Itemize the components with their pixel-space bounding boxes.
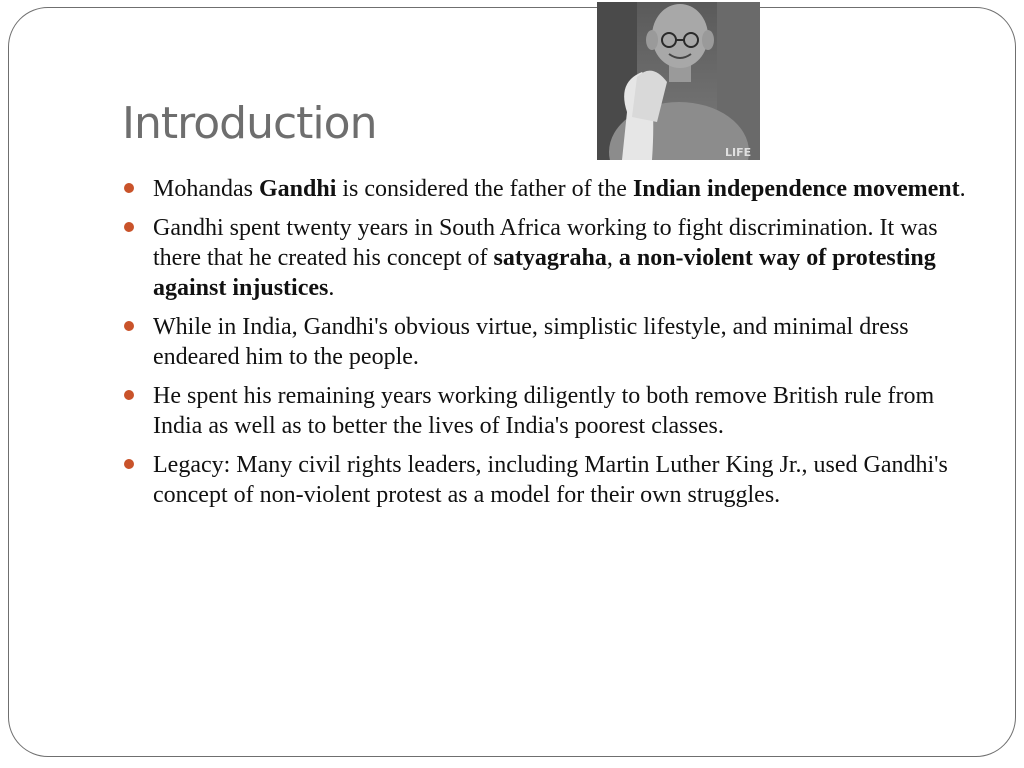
bullet-item [119,213,979,303]
bullet-item [119,381,979,441]
bullet-dot-icon [124,183,134,193]
bullet-text: is considered the father of the [336,176,633,202]
bullet-text: Mohandas [153,176,259,202]
slide-frame [8,7,1016,757]
bullet-text: , [606,245,619,271]
bullet-dot-icon [124,390,134,400]
bullet-bold-text: satyagraha [493,245,607,271]
portrait-photo [597,2,760,160]
bullet-list [119,174,979,519]
bullet-text: Legacy: Many civil rights leaders, including Martin Luther King Jr., used Gandhi's concept of non-violent protest as a model for their own struggles. [153,452,948,508]
bullet-bold-text: Gandhi [258,176,337,202]
bullet-bold-text: Indian independence movement [632,176,960,202]
bullet-dot-icon [124,459,134,469]
gandhi-portrait-image [597,2,760,160]
bullet-item [119,312,979,372]
bullet-dot-icon [124,222,134,232]
bullet-item [119,450,979,510]
bullet-text: Gandhi spent twenty years in South Africa working to fight discrimination. It was there that he created his concept of [153,215,938,271]
portrait-watermark: LIFE [725,146,752,159]
bullet-item [119,174,979,204]
slide-title: Introduction [122,98,377,149]
bullet-text: . [959,176,966,202]
bullet-dot-icon [124,321,134,331]
bullet-text: He spent his remaining years working diligently to both remove British rule from India as well as to better the lives of India's poorest classes. [153,383,935,439]
bullet-text: While in India, Gandhi's obvious virtue, simplistic lifestyle, and minimal dress endeared him to the people. [153,314,909,370]
bullet-text: . [328,275,335,301]
bullet-bold-text: a non-violent way of protesting against injustices [153,245,936,301]
